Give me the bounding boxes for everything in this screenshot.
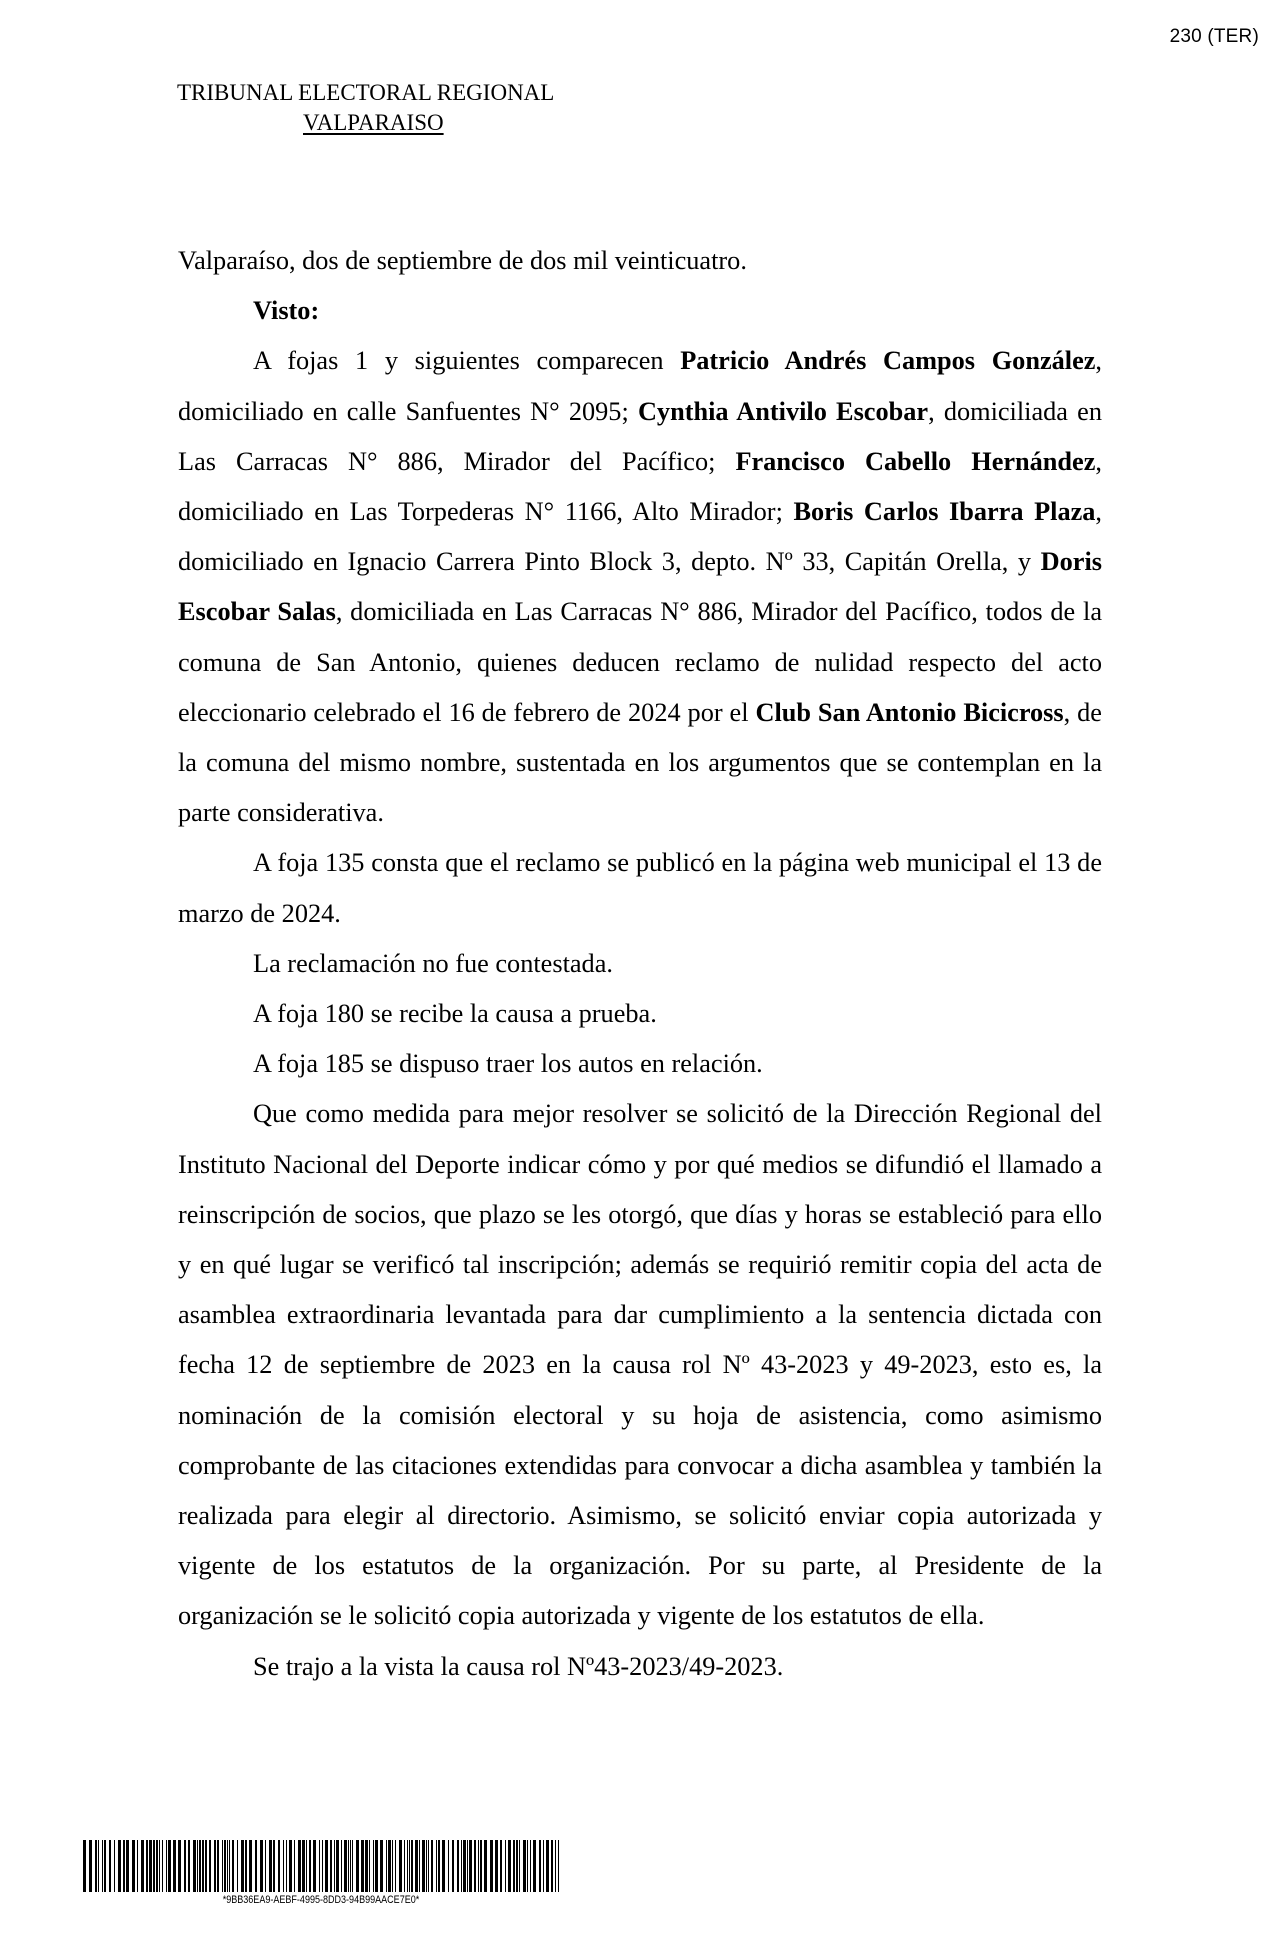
club-name: Club San Antonio Bicicross: [755, 697, 1064, 727]
paragraph-case-file: Se trajo a la vista la causa rol Nº43-2023/49-2023.: [253, 1651, 784, 1681]
party-name-2: Cynthia Antivilo Escobar: [637, 396, 929, 426]
para1-text-5: , domiciliado en Ignacio Carrera Pinto Block 3, depto. Nº 33, Capitán Orella, y: [178, 497, 1102, 577]
para1-text-3: , domiciliada en Las Carracas N° 886, Mirador del Pacífico;: [178, 396, 1102, 476]
para1-text-4: , domiciliado en Las Torpederas N° 1166, Alto Mirador;: [178, 446, 1102, 527]
barcode-code: *9BB36EA9-AEBF-4995-8DD3-94B99AACE7E0*: [222, 1894, 420, 1906]
court-name: TRIBUNAL ELECTORAL REGIONAL: [177, 80, 555, 105]
para1-text-6: , domiciliada en Las Carracas N° 886, Mirador del Pacífico, todos de la comuna de San Antonio, quienes deducen reclamo de nulidad respecto del acto eleccionario celebrado el 16 de febrero de 2024 por el: [178, 597, 1102, 727]
paragraph-relation: A foja 185 se dispuso traer los autos en relación.: [253, 1049, 763, 1079]
document-header: [177, 78, 554, 138]
paragraph-publication: A foja 135 consta que el reclamo se publicó en la página web municipal el 13 de marzo de 2024.: [178, 848, 1102, 928]
resolution-body: [178, 236, 1102, 1692]
court-city: VALPARAISO: [303, 110, 444, 135]
party-name-1: Patricio Andrés Campos González: [680, 346, 1096, 376]
para1-text-7: , de la comuna del mismo nombre, sustentada en los argumentos que se contemplan en la parte considerativa.: [178, 697, 1102, 828]
barcode-block: [83, 1840, 563, 1906]
paragraph-not-answered: La reclamación no fue contestada.: [253, 948, 613, 978]
barcode-image: [83, 1840, 559, 1892]
paragraph-evidence: A foja 180 se recibe la causa a prueba.: [253, 999, 657, 1029]
para1-text-1: A fojas 1 y siguientes comparecen: [253, 346, 681, 376]
visto-heading-text: Visto:: [253, 296, 320, 326]
party-name-3: Francisco Cabello Hernández: [735, 446, 1096, 476]
paragraph-measures: Que como medida para mejor resolver se solicitó de la Dirección Regional del Instituto Nacional del Deporte indicar cómo y por qué medios se difundió el llamado a reinscripción de socios, que plazo se les otorgó, que días y horas se estableció para ello y en qué lugar se verificó tal inscripción; además se requirió remitir copia del acta de asamblea extraordinaria levantada para dar cumplimiento a la sentencia dictada con fecha 12 de septiembre de 2023 en la causa rol Nº 43-2023 y 49-2023, esto es, la nominación de la comisión electoral y su hoja de asistencia, como asimismo comprobante de las citaciones extendidas para convocar a dicha asamblea y también la realizada para elegir al directorio. Asimismo, se solicitó enviar copia autorizada y vigente de los estatutos de la organización. Por su parte, al Presidente de la organización se le solicitó copia autorizada y vigente de los estatutos de ella.: [178, 1099, 1102, 1631]
paragraph-appearances: [178, 336, 1102, 838]
visto-heading: [178, 286, 1102, 336]
page-number: 230 (TER): [1169, 26, 1259, 47]
party-name-4: Boris Carlos Ibarra Plaza: [793, 497, 1096, 527]
party-name-5: Doris Escobar Salas: [178, 547, 1102, 627]
para1-text-2: , domiciliado en calle Sanfuentes N° 2095;: [178, 346, 1102, 426]
date-line: Valparaíso, dos de septiembre de dos mil veinticuatro.: [178, 246, 747, 275]
